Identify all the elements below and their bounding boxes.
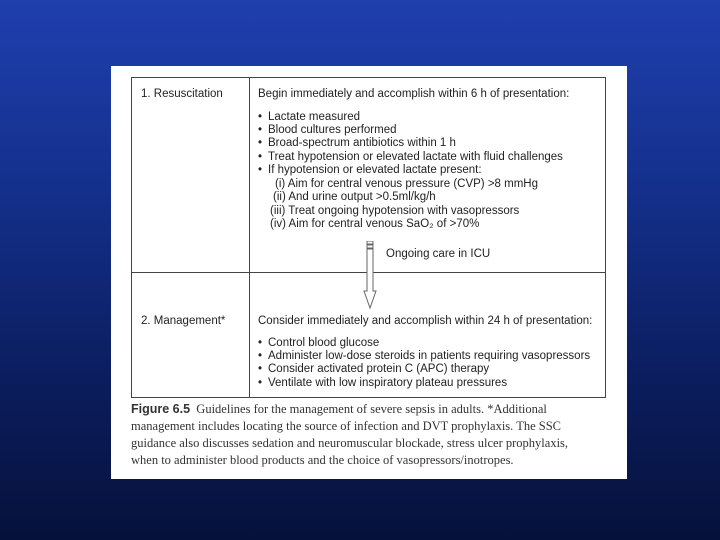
row1-subitem: (ii) And urine output >0.5ml/kg/h xyxy=(273,191,436,203)
column-divider xyxy=(249,78,250,397)
arrow-label: Ongoing care in ICU xyxy=(386,248,491,260)
row1-item: • If hypotension or elevated lactate present: xyxy=(258,164,482,177)
caption-text: Guidelines for the management of severe sepsis in adults. *Additional xyxy=(196,402,547,416)
caption-line: when to administer blood products and the choice of vasopressors/inotropes. xyxy=(131,453,514,467)
figure-number: Figure 6.5 xyxy=(131,402,191,416)
row2-item: • Ventilate with low inspiratory plateau pressures xyxy=(258,377,507,390)
caption-line: guidance also discusses sedation and neuromuscular blockade, stress ulcer prophylaxis, xyxy=(131,436,569,450)
row2-item: • Consider activated protein C (APC) therapy xyxy=(258,363,489,376)
figure-panel xyxy=(111,66,627,479)
row1-item: • Blood cultures performed xyxy=(258,124,396,137)
row2-item: • Administer low-dose steroids in patients requiring vasopressors xyxy=(258,350,590,363)
row1-item: • Broad-spectrum antibiotics within 1 h xyxy=(258,137,456,150)
row1-header: Begin immediately and accomplish within 6 h of presentation: xyxy=(258,88,570,100)
row1-subitem: (i) Aim for central venous pressure (CVP) >8 mmHg xyxy=(275,178,538,190)
row1-subitem: (iv) Aim for central venous SaO₂ of >70% xyxy=(270,218,480,230)
row2-item: • Control blood glucose xyxy=(258,337,379,350)
guidelines-table xyxy=(131,77,606,398)
row1-item: • Lactate measured xyxy=(258,111,360,124)
caption-line: management includes locating the source of infection and DVT prophylaxis. The SSC xyxy=(131,419,561,433)
row2-label: 2. Management* xyxy=(141,315,226,327)
row1-item: • Treat hypotension or elevated lactate with fluid challenges xyxy=(258,151,563,164)
caption-line xyxy=(131,402,547,417)
row1-label: 1. Resuscitation xyxy=(141,88,223,100)
down-arrow-icon xyxy=(363,241,377,309)
row2-header: Consider immediately and accomplish within 24 h of presentation: xyxy=(258,315,593,327)
row1-subitem: (iii) Treat ongoing hypotension with vasopressors xyxy=(270,205,520,217)
